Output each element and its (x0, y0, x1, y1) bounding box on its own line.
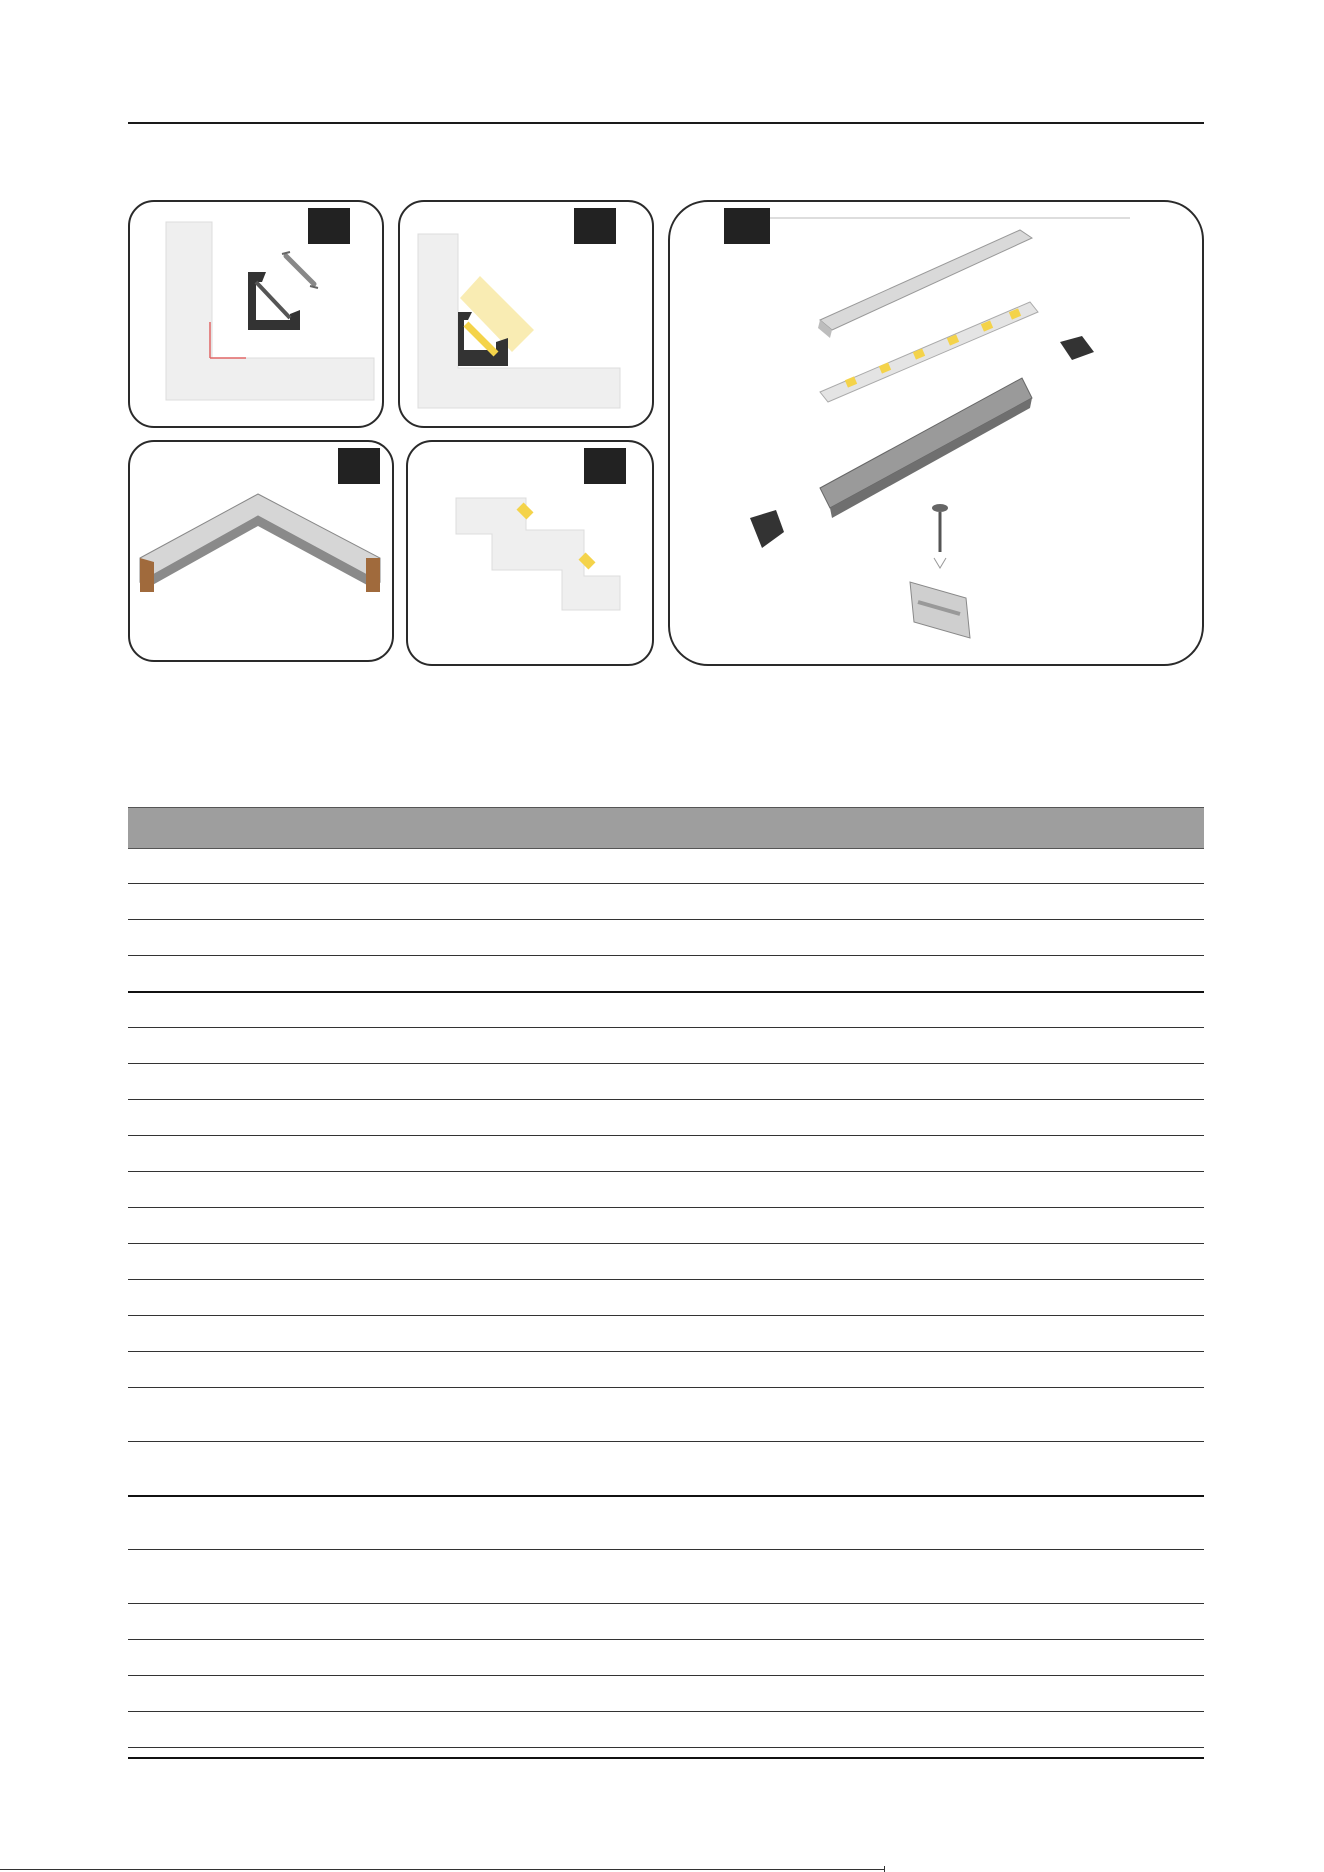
table-row (128, 1279, 1204, 1280)
table-bottom-rule (128, 1757, 1204, 1759)
panel-corner-light (398, 200, 654, 428)
step-install-diagram (408, 442, 654, 666)
table-row (128, 1243, 1204, 1244)
table-section-divider (128, 991, 1204, 993)
footer-rule (0, 1869, 884, 1870)
table-row (128, 1639, 1204, 1640)
table-row (128, 1099, 1204, 1100)
table-row (128, 1711, 1204, 1712)
corner-light-diagram (400, 202, 654, 428)
table-row (128, 883, 1204, 884)
table-row (128, 1063, 1204, 1064)
table-row (128, 1441, 1204, 1442)
table-row (128, 919, 1204, 920)
table-row (128, 1207, 1204, 1208)
panel-step-install (406, 440, 654, 666)
table-row (128, 1747, 1204, 1748)
exploded-assembly-diagram (670, 202, 1204, 666)
header-rule (128, 122, 1204, 124)
table-row (128, 1171, 1204, 1172)
corner-mount-diagram (130, 202, 384, 428)
panel-corner-profile (128, 440, 394, 662)
table-row (128, 1351, 1204, 1352)
table-section-divider (128, 1495, 1204, 1497)
panel-exploded-assembly (668, 200, 1204, 666)
table-row (128, 1135, 1204, 1136)
table-header (128, 807, 1204, 849)
footer-tick (884, 1866, 885, 1872)
panel-corner-mount (128, 200, 384, 428)
table-row (128, 1387, 1204, 1388)
table-row (128, 955, 1204, 956)
table-row (128, 1603, 1204, 1604)
table-row (128, 1549, 1204, 1550)
corner-profile-diagram (130, 442, 394, 662)
table-row (128, 1675, 1204, 1676)
table-row (128, 1315, 1204, 1316)
table-row (128, 1027, 1204, 1028)
